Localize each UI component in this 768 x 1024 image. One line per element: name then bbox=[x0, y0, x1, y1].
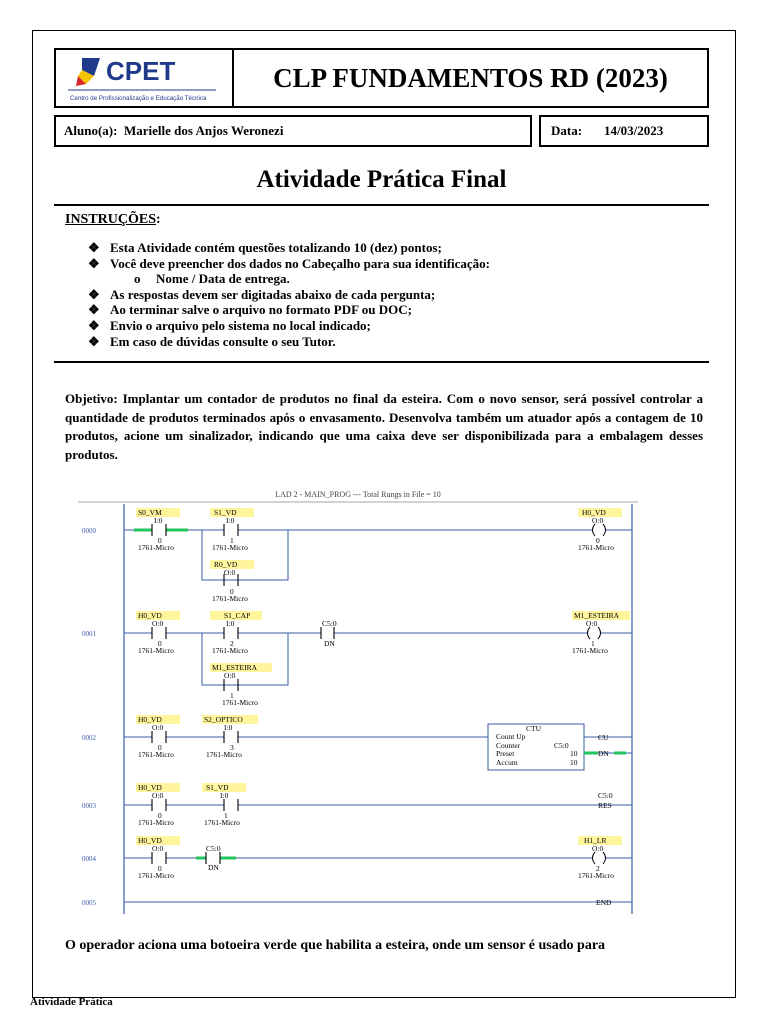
ctu-output: DN bbox=[598, 749, 609, 758]
tag-label: H1_LR bbox=[584, 836, 607, 845]
tag-label: M1_ESTEIRA bbox=[574, 611, 619, 620]
bit-label: 0 bbox=[158, 743, 162, 752]
divider-bottom bbox=[54, 361, 709, 363]
address-label: O:0 bbox=[224, 671, 236, 680]
end-instruction: END bbox=[596, 898, 612, 907]
tag-label: H0_VD bbox=[582, 508, 606, 517]
address-label: I:0 bbox=[226, 516, 235, 525]
activity-title: Atividade Prática Final bbox=[256, 166, 507, 193]
address-label: O:0 bbox=[592, 844, 604, 853]
ctu-value: C5:0 bbox=[554, 741, 569, 750]
tag-label: H0_VD bbox=[138, 836, 162, 845]
rung-number: 0002 bbox=[82, 734, 96, 742]
bit-label: 1 bbox=[230, 536, 234, 545]
ctu-line: Count Up bbox=[496, 732, 526, 741]
date-label: Data: bbox=[551, 123, 583, 138]
module-label: 1761-Micro bbox=[138, 818, 174, 827]
rung-number: 0003 bbox=[82, 802, 96, 810]
objective-text: Objetivo: Implantar um contador de produtos no final da esteira. Com o novo sensor, será possível controlar a quantidade de produtos terminados após o envasamento. Desenvolva também um atuador após a contagem de 10 produtos, acione um sinalizador, indicando que uma caixa deve ser disponibilizada para a embalagem desses produtos. bbox=[65, 391, 703, 462]
list-item: ❖ Esta Atividade contém questões totalizando 10 (dez) pontos; bbox=[88, 240, 442, 255]
cpet-logo bbox=[56, 50, 232, 106]
ctu-line: Counter bbox=[496, 741, 521, 750]
address-label: O:0 bbox=[152, 844, 164, 853]
list-item: ❖ Em caso de dúvidas consulte o seu Tutor. bbox=[88, 333, 336, 349]
address-label: I:0 bbox=[154, 516, 163, 525]
student-label: Aluno(a): bbox=[64, 123, 118, 138]
tag-label: H0_VD bbox=[138, 783, 162, 792]
module-label: 1761-Micro bbox=[212, 543, 248, 552]
ctu-value: 10 bbox=[570, 758, 578, 767]
ctu-output: CU bbox=[598, 733, 609, 742]
module-label: 1761-Micro bbox=[204, 818, 240, 827]
module-label: 1761-Micro bbox=[578, 871, 614, 880]
student-name: Marielle dos Anjos Weronezi bbox=[123, 123, 284, 138]
rung-number: 0001 bbox=[82, 630, 96, 638]
bit-label: 0 bbox=[158, 811, 162, 820]
counter-address: C5:0 bbox=[206, 844, 221, 853]
page-footer-label: Atividade Prática bbox=[30, 996, 113, 1008]
address-label: I:0 bbox=[224, 723, 233, 732]
ctu-line: Preset bbox=[496, 749, 515, 758]
tag-label: S1_VD bbox=[214, 508, 237, 517]
body-text: O operador aciona uma botoeira verde que habilita a esteira, onde um sensor é usado para bbox=[65, 938, 606, 953]
address-label: O:0 bbox=[152, 723, 164, 732]
bit-label: 2 bbox=[596, 864, 600, 873]
ladder-header: LAD 2 - MAIN_PROG --- Total Rungs in File = 10 bbox=[275, 490, 441, 499]
ladder-diagram bbox=[78, 486, 638, 918]
list-item: ❖ Envio o arquivo pelo sistema no local indicado; bbox=[88, 317, 371, 333]
tag-label: S1_VD bbox=[206, 783, 229, 792]
list-item: o Nome / Data de entrega. bbox=[134, 271, 290, 287]
rung-number: 0005 bbox=[82, 899, 96, 907]
address-label: O:0 bbox=[224, 568, 236, 577]
done-bit: DN bbox=[324, 639, 335, 648]
reset-instruction: RES bbox=[598, 801, 612, 810]
module-label: 1761-Micro bbox=[138, 543, 174, 552]
tag-label: S2_OPTICO bbox=[204, 715, 243, 724]
tag-label: S0_VM bbox=[138, 508, 162, 517]
bit-label: 1 bbox=[230, 691, 234, 700]
list-item: ❖ Você deve preencher dos dados no Cabeçalho para sua identificação: bbox=[88, 255, 491, 271]
module-label: 1761-Micro bbox=[212, 594, 248, 603]
module-label: 1761-Micro bbox=[222, 698, 258, 707]
bit-label: 0 bbox=[158, 639, 162, 648]
done-bit: DN bbox=[208, 863, 219, 872]
address-label: O:0 bbox=[592, 516, 604, 525]
list-item: ❖ Ao terminar salve o arquivo no formato PDF ou DOC; bbox=[88, 302, 412, 318]
module-label: 1761-Micro bbox=[578, 543, 614, 552]
address-label: O:0 bbox=[586, 619, 598, 628]
tag-label: H0_VD bbox=[138, 611, 162, 620]
course-title-box bbox=[232, 48, 709, 108]
list-item: ❖ As respostas devem ser digitadas abaixo de cada pergunta; bbox=[88, 286, 436, 302]
tag-label: R0_VD bbox=[214, 560, 238, 569]
bit-label: 1 bbox=[224, 811, 228, 820]
module-label: 1761-Micro bbox=[572, 646, 608, 655]
logo-text: CPET bbox=[106, 56, 176, 86]
counter-address: C5:0 bbox=[598, 791, 613, 800]
module-label: 1761-Micro bbox=[138, 646, 174, 655]
logo-box bbox=[54, 48, 234, 108]
ctu-name: CTU bbox=[526, 724, 541, 733]
module-label: 1761-Micro bbox=[206, 750, 242, 759]
tag-label: S1_CAP bbox=[224, 611, 251, 620]
tag-label: M1_ESTEIRA bbox=[212, 663, 257, 672]
rung-number: 0000 bbox=[82, 527, 96, 535]
tag-label: H0_VD bbox=[138, 715, 162, 724]
bit-label: 3 bbox=[230, 743, 234, 752]
address-label: O:0 bbox=[152, 791, 164, 800]
instructions-heading: INSTRUÇÕES: bbox=[65, 212, 161, 227]
module-label: 1761-Micro bbox=[138, 871, 174, 880]
date-value: 14/03/2023 bbox=[604, 123, 664, 138]
student-field bbox=[54, 115, 532, 147]
divider-top bbox=[54, 204, 709, 206]
ctu-line: Accum bbox=[496, 758, 518, 767]
date-field bbox=[539, 115, 709, 147]
bit-label: 0 bbox=[596, 536, 600, 545]
bit-label: 0 bbox=[158, 864, 162, 873]
bit-label: 0 bbox=[158, 536, 162, 545]
address-label: I:0 bbox=[226, 619, 235, 628]
course-title: CLP FUNDAMENTOS RD (2023) bbox=[273, 62, 668, 93]
bit-label: 0 bbox=[230, 587, 234, 596]
logo-subtitle: Centro de Profissionalização e Educação Técnica bbox=[70, 95, 207, 102]
ctu-value: 10 bbox=[570, 749, 578, 758]
bit-label: 1 bbox=[591, 639, 595, 648]
bit-label: 2 bbox=[230, 639, 234, 648]
module-label: 1761-Micro bbox=[138, 750, 174, 759]
counter-address: C5:0 bbox=[322, 619, 337, 628]
address-label: O:0 bbox=[152, 619, 164, 628]
rung-number: 0004 bbox=[82, 855, 96, 863]
module-label: 1761-Micro bbox=[212, 646, 248, 655]
instructions-list bbox=[88, 240, 490, 349]
address-label: I:0 bbox=[220, 791, 229, 800]
